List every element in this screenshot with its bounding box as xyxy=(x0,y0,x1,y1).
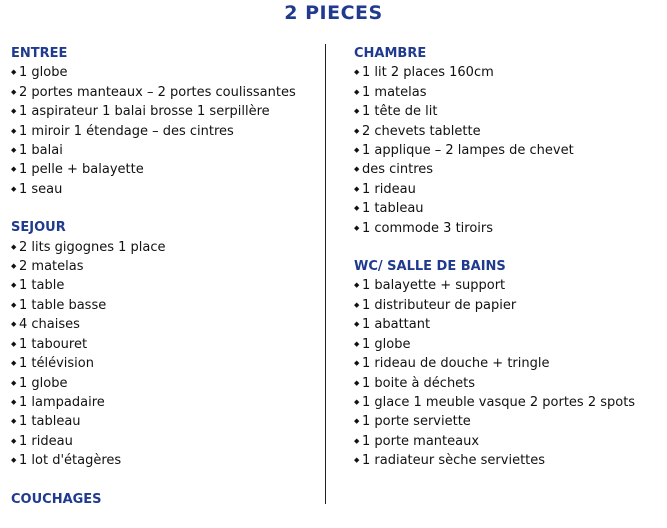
item-text: 1 tableau xyxy=(362,201,424,217)
list-item xyxy=(11,160,316,179)
list-item xyxy=(354,219,659,238)
item-text: 1 applique – 2 lampes de chevet xyxy=(362,143,574,159)
item-list xyxy=(11,238,316,471)
diamond-bullet-icon: ◆ xyxy=(354,339,360,348)
list-item xyxy=(11,354,316,373)
section-title: CHAMBRE xyxy=(354,46,427,61)
list-item xyxy=(354,374,659,393)
item-list xyxy=(354,276,659,470)
item-text: 1 pelle + balayette xyxy=(19,162,144,178)
list-item xyxy=(354,432,659,451)
right-column xyxy=(354,44,659,490)
diamond-bullet-icon: ◆ xyxy=(11,262,17,271)
section-title: ENTREE xyxy=(11,46,68,61)
item-text: 1 balai xyxy=(19,143,63,159)
item-text: 1 lampadaire xyxy=(19,394,105,410)
list-item xyxy=(354,63,659,82)
diamond-bullet-icon: ◆ xyxy=(354,417,360,426)
list-item xyxy=(11,238,316,257)
diamond-bullet-icon: ◆ xyxy=(354,300,360,309)
item-text: 4 chaises xyxy=(19,317,80,333)
item-text: 1 abattant xyxy=(362,317,431,333)
list-item xyxy=(11,412,316,431)
list-item xyxy=(354,451,659,470)
diamond-bullet-icon: ◆ xyxy=(354,359,360,368)
diamond-bullet-icon: ◆ xyxy=(354,107,360,116)
diamond-bullet-icon: ◆ xyxy=(354,397,360,406)
list-item xyxy=(11,102,316,121)
list-item xyxy=(11,432,316,451)
list-item xyxy=(354,83,659,102)
section-entree xyxy=(11,44,316,199)
left-column xyxy=(11,44,316,528)
item-text: 1 table xyxy=(19,278,65,294)
item-text: des cintres xyxy=(362,162,434,178)
list-item xyxy=(354,335,659,354)
item-text: 1 télévision xyxy=(19,356,94,372)
diamond-bullet-icon: ◆ xyxy=(11,320,17,329)
list-item xyxy=(354,354,659,373)
diamond-bullet-icon: ◆ xyxy=(354,87,360,96)
list-item xyxy=(11,451,316,470)
list-item xyxy=(354,141,659,160)
list-item xyxy=(354,160,659,179)
list-item xyxy=(354,276,659,295)
list-item xyxy=(11,374,316,393)
list-item xyxy=(354,412,659,431)
diamond-bullet-icon: ◆ xyxy=(11,339,17,348)
diamond-bullet-icon: ◆ xyxy=(354,204,360,213)
item-text: 2 lits gigognes 1 place xyxy=(19,239,166,255)
item-text: 1 miroir 1 étendage – des cintres xyxy=(19,123,234,139)
list-item xyxy=(11,315,316,334)
item-text: 1 globe xyxy=(362,336,411,352)
diamond-bullet-icon: ◆ xyxy=(354,68,360,77)
section-couchages xyxy=(11,490,316,509)
diamond-bullet-icon: ◆ xyxy=(11,146,17,155)
item-text: 1 globe xyxy=(19,375,68,391)
list-item xyxy=(354,102,659,121)
item-text: 1 porte serviette xyxy=(362,414,471,430)
diamond-bullet-icon: ◆ xyxy=(11,68,17,77)
list-item xyxy=(354,180,659,199)
diamond-bullet-icon: ◆ xyxy=(11,87,17,96)
item-text: 1 aspirateur 1 balai brosse 1 serpillère xyxy=(19,104,270,120)
item-text: 1 rideau de douche + tringle xyxy=(362,356,550,372)
item-list xyxy=(354,63,659,238)
list-item xyxy=(11,141,316,160)
diamond-bullet-icon: ◆ xyxy=(354,456,360,465)
section-title: SEJOUR xyxy=(11,220,66,236)
list-item xyxy=(354,393,659,412)
diamond-bullet-icon: ◆ xyxy=(11,359,17,368)
item-text: 1 balayette + support xyxy=(362,278,506,294)
item-text: 1 tableau xyxy=(19,414,81,430)
diamond-bullet-icon: ◆ xyxy=(354,184,360,193)
column-divider xyxy=(325,44,326,504)
item-list xyxy=(11,63,316,199)
diamond-bullet-icon: ◆ xyxy=(11,281,17,290)
diamond-bullet-icon: ◆ xyxy=(354,165,360,174)
diamond-bullet-icon: ◆ xyxy=(354,281,360,290)
diamond-bullet-icon: ◆ xyxy=(11,242,17,251)
diamond-bullet-icon: ◆ xyxy=(11,165,17,174)
list-item xyxy=(354,315,659,334)
diamond-bullet-icon: ◆ xyxy=(354,320,360,329)
item-text: 1 seau xyxy=(19,181,63,197)
section-title: COUCHAGES xyxy=(11,491,102,507)
list-item xyxy=(354,122,659,141)
diamond-bullet-icon: ◆ xyxy=(11,397,17,406)
section-wc-salle-de-bains xyxy=(354,257,659,470)
list-item xyxy=(11,83,316,102)
item-text: 1 glace 1 meuble vasque 2 portes 2 spots xyxy=(362,394,636,410)
list-item xyxy=(11,122,316,141)
list-item xyxy=(11,335,316,354)
item-text: 1 rideau xyxy=(19,433,73,449)
diamond-bullet-icon: ◆ xyxy=(354,146,360,155)
diamond-bullet-icon: ◆ xyxy=(11,378,17,387)
item-text: 1 rideau xyxy=(362,181,416,197)
item-text: 1 table basse xyxy=(19,297,107,313)
section-title: WC/ SALLE DE BAINS xyxy=(354,259,506,275)
item-text: 1 distributeur de papier xyxy=(362,297,517,313)
diamond-bullet-icon: ◆ xyxy=(11,300,17,309)
item-text: 1 radiateur sèche serviettes xyxy=(362,453,546,469)
item-text: 1 tabouret xyxy=(19,336,88,352)
item-text: 1 lit 2 places 160cm xyxy=(362,65,494,81)
diamond-bullet-icon: ◆ xyxy=(354,436,360,445)
section-sejour xyxy=(11,218,316,470)
diamond-bullet-icon: ◆ xyxy=(11,436,17,445)
diamond-bullet-icon: ◆ xyxy=(11,417,17,426)
list-item xyxy=(11,296,316,315)
diamond-bullet-icon: ◆ xyxy=(354,378,360,387)
item-text: 2 chevets tablette xyxy=(362,123,481,139)
diamond-bullet-icon: ◆ xyxy=(11,126,17,135)
diamond-bullet-icon: ◆ xyxy=(354,223,360,232)
list-item xyxy=(11,257,316,276)
diamond-bullet-icon: ◆ xyxy=(11,456,17,465)
list-item xyxy=(11,180,316,199)
diamond-bullet-icon: ◆ xyxy=(11,184,17,193)
item-text: 1 boite à déchets xyxy=(362,375,476,391)
item-text: 1 lot d'étagères xyxy=(19,453,122,469)
item-text: 1 matelas xyxy=(362,84,427,100)
list-item xyxy=(354,296,659,315)
list-item xyxy=(11,63,316,82)
item-text: 1 tête de lit xyxy=(362,104,438,120)
page-title: 2 PIECES xyxy=(284,2,383,24)
item-text: 1 commode 3 tiroirs xyxy=(362,220,494,236)
item-text: 1 porte manteaux xyxy=(362,433,480,449)
item-text: 2 matelas xyxy=(19,259,84,275)
diamond-bullet-icon: ◆ xyxy=(354,126,360,135)
diamond-bullet-icon: ◆ xyxy=(11,107,17,116)
list-item xyxy=(354,199,659,218)
item-text: 2 portes manteaux – 2 portes coulissantes xyxy=(19,84,296,100)
list-item xyxy=(11,393,316,412)
list-item xyxy=(11,276,316,295)
section-chambre xyxy=(354,44,659,238)
item-text: 1 globe xyxy=(19,65,68,81)
